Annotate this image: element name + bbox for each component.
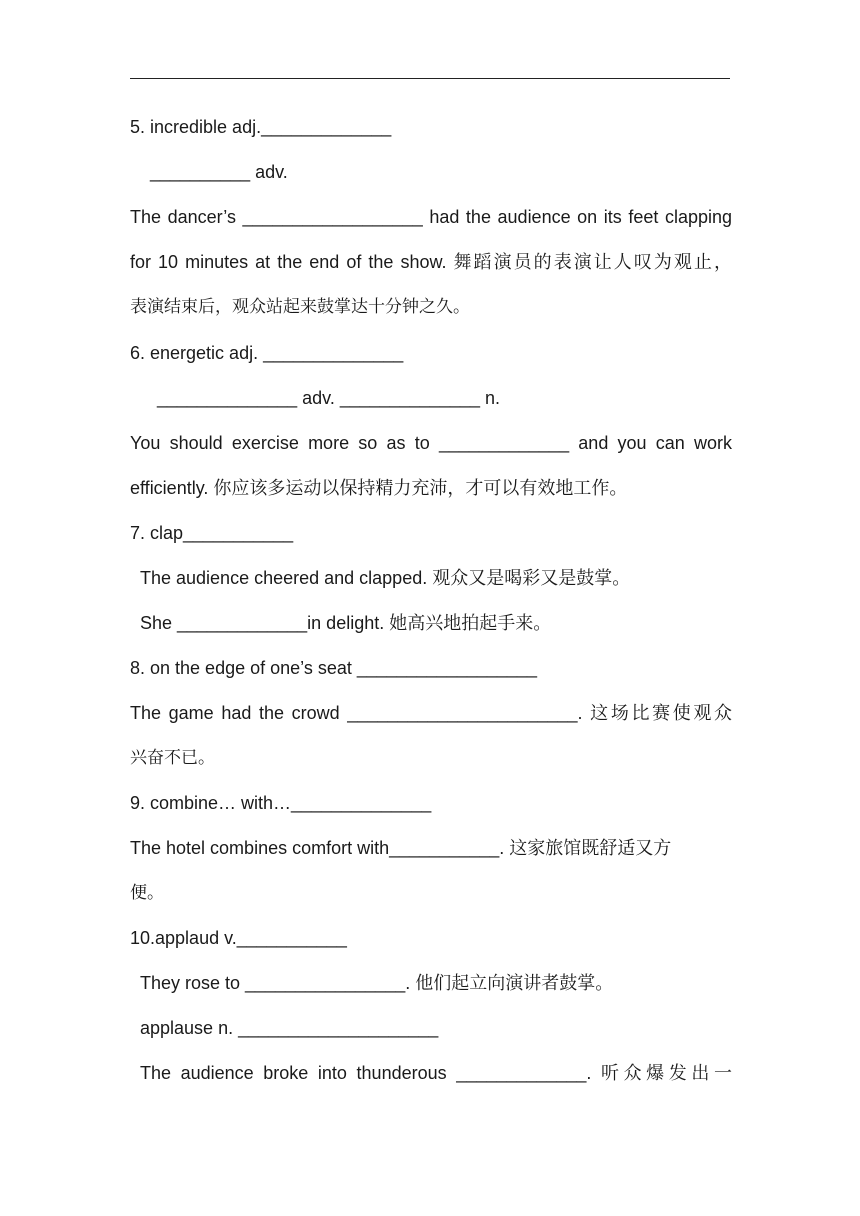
- item-10-heading: 10.applaud v.___________: [130, 928, 347, 948]
- item-10-example-1: They rose to ________________. 他们起立向演讲者鼓掌。: [140, 973, 614, 993]
- item-5-adverb-blank: __________ adv.: [150, 162, 288, 182]
- item-6-heading: 6. energetic adj. ______________: [130, 343, 404, 363]
- item-5-example-line-2: for 10 minutes at the end of the show. 舞蹈演员的表演让人叹为观止，: [130, 252, 732, 272]
- item-7-heading: 7. clap___________: [130, 523, 294, 543]
- item-8-heading: 8. on the edge of one’s seat __________________: [130, 658, 538, 678]
- item-9-example-line-1: The hotel combines comfort with___________. 这家旅馆既舒适又方: [130, 838, 672, 858]
- item-9-heading: 9. combine… with…______________: [130, 793, 432, 813]
- item-7-example-1: The audience cheered and clapped. 观众又是喝彩又是鼓掌。: [140, 568, 631, 588]
- item-8-example-line-2: 兴奋不已。: [130, 748, 215, 768]
- item-5-heading: 5. incredible adj._____________: [130, 117, 392, 137]
- item-9-example-line-2: 便。: [130, 883, 164, 903]
- item-10-example-2: The audience broke into thunderous _____________. 听众爆发出一: [140, 1063, 732, 1083]
- item-6-example-line-1: You should exercise more so as to _____________ and you can work: [130, 433, 732, 453]
- item-8-example-line-1: The game had the crowd _______________________. 这场比赛使观众: [130, 703, 732, 723]
- item-6-example-line-2: efficiently. 你应该多运动以保持精力充沛，才可以有效地工作。: [130, 478, 628, 498]
- header-rule: [130, 78, 730, 79]
- item-10-noun-blank: applause n. ____________________: [140, 1018, 439, 1038]
- item-7-example-2: She _____________in delight. 她高兴地拍起手来。: [140, 613, 552, 633]
- item-6-forms-blanks: ______________ adv. ______________ n.: [157, 388, 501, 408]
- item-5-example-line-1: The dancer’s __________________ had the audience on its feet clapping: [130, 207, 732, 227]
- item-5-translation: 表演结束后，观众站起来鼓掌达十分钟之久。: [130, 297, 470, 317]
